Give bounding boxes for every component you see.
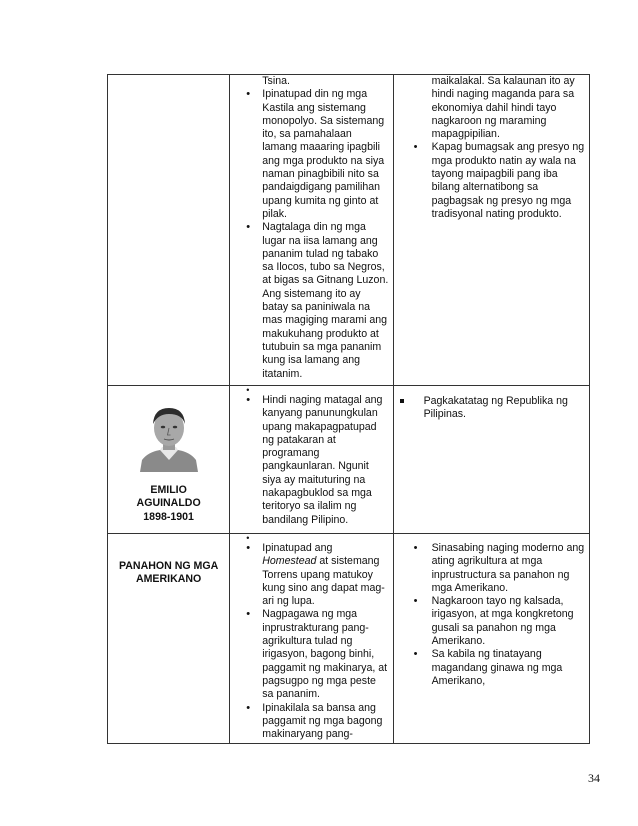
list-item: • Sa kabila ng tinatayang magandang ginawa ng mga Amerikano,: [394, 648, 589, 688]
bullet-list: [230, 542, 392, 741]
list-item: • Hindi naging matagal ang kanyang panunungkulan upang makapagpatupad ng patakaran at programang pangkaunlaran. Ngunit siya ay maituturing na nakapagbuklod sa mga teritoryo sa ilalim ng bandilang Pilipino.: [230, 394, 392, 527]
list-item: Pagkakatatag ng Republika ng Pilipinas.: [394, 395, 589, 422]
bullet-list: [394, 542, 589, 688]
table-row: [108, 386, 590, 534]
bullet-list: [230, 394, 392, 527]
list-item: • Sinasabing naging moderno ang ating agrikultura at mga inprustructura sa panahon ng mga Amerikano.: [394, 542, 589, 595]
list-item: • Ipinatupad din ng mga Kastila ang sistemang monopolyo. Sa sistemang ito, sa pamahalaan lamang maaaring ipagbili ang mga produkto na siya naman pinagbibili nito sa pandaigdigang pamilihan upang kumita ng ginto at pilak.: [230, 88, 392, 221]
empty-bullet: •: [246, 385, 250, 395]
table-row: [108, 75, 590, 386]
leader-name: EMILIO AGUINALDO: [136, 484, 201, 510]
aguinaldo-portrait-icon: [134, 400, 204, 472]
row3-label-cell: [108, 534, 230, 744]
list-item: • Kapag bumagsak ang presyo ng mga produkto natin ay wala na tayong maipagbili pang iba bilang alternatibong sa pagbagsak ng presyo ng mga tradisyonal nating produkto.: [394, 141, 589, 221]
content-table: [107, 74, 590, 744]
list-item: • Nagtalaga din ng mga lugar na iisa lamang ang pananim tulad ng tabako sa Ilocos, tubo sa Negros, at bigas sa Gitnang Luzon. Ang sistemang ito ay batay sa paniniwala na mas magiging marami ang makukuhang produkto at tutubuin sa mga pananim kung isa lamang ang itatanim.: [230, 221, 392, 381]
list-item: • Ipinatupad ang Homestead at sistemang Torrens upang matukoy kung sino ang dapat mag-ari ng lupa.: [230, 542, 392, 608]
table-row: [108, 534, 590, 744]
list-item: • Ipinakilala sa bansa ang paggamit ng mga bagong makinaryang pang-: [230, 702, 392, 742]
era-label: PANAHON NG MGA AMERIKANO: [118, 560, 219, 586]
continued-text: Tsina.: [262, 75, 290, 87]
leader-years: 1898-1901: [143, 510, 194, 523]
row3-col3-cell: [393, 534, 589, 744]
row3-col2-cell: [230, 534, 393, 744]
bullet-list: [394, 141, 589, 221]
empty-bullet: •: [246, 533, 250, 543]
bullet-list: [394, 395, 589, 422]
row2-label-cell: [108, 386, 230, 534]
page-number: 34: [588, 771, 600, 785]
list-item: • Nagpagawa ng mga inprustrakturang pang-agrikultura tulad ng irigasyon, bagong binhi, paggamit ng makinarya, at pagsugpo ng mga peste sa pananim.: [230, 608, 392, 701]
continued-text: maikalakal. Sa kalaunan ito ay hindi naging maganda para sa ekonomiya dahil hindi tayo nagkaroon ng maraming mapagpipilian.: [431, 75, 575, 141]
row1-col2-cell: [230, 75, 393, 386]
row2-col3-cell: [393, 386, 589, 534]
list-item: • Nagkaroon tayo ng kalsada, irigasyon, at mga kongkretong gusali sa panahon ng mga Amerikano.: [394, 595, 589, 648]
bullet-list: [230, 88, 392, 381]
row1-col3-cell: [393, 75, 589, 386]
row2-col2-cell: [230, 386, 393, 534]
row1-label-cell: [108, 75, 230, 386]
